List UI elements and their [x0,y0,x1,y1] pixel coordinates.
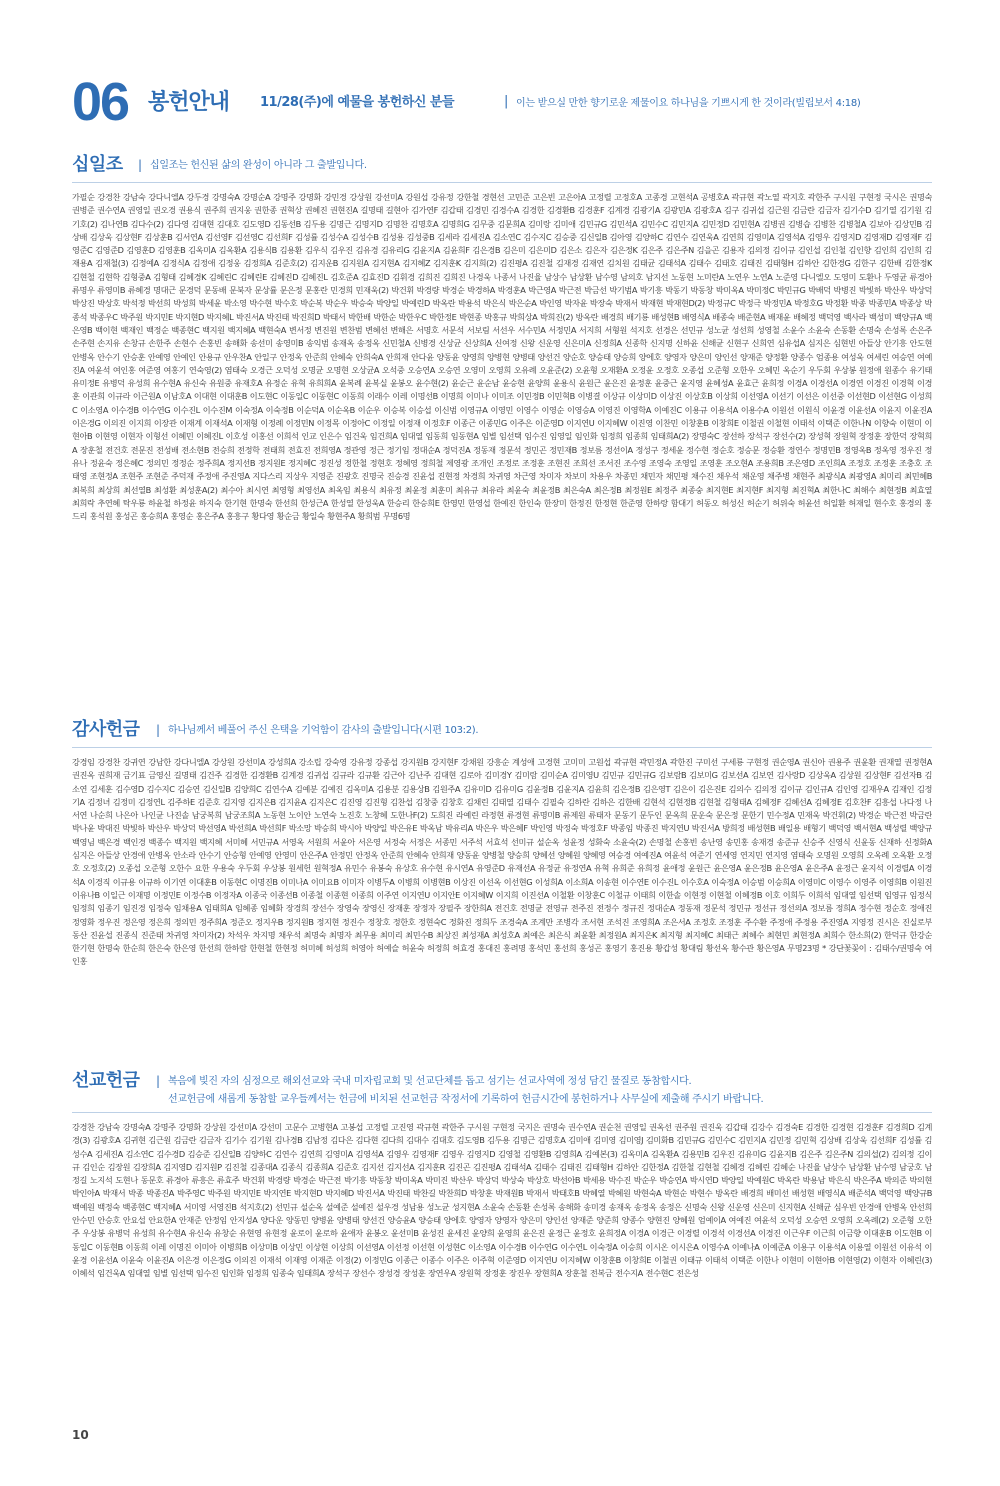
page-number: 10 [72,1428,89,1442]
section-number: 06 [72,72,129,132]
tithe-names: 가필순 강경찬 강남숙 강다니엘A 강두경 강명숙A 강명순A 강명주 강명화 강민경 강상원 강선미A 강원섭 강유정 강한철 경현선 고민준 고은빈 고은아A 고정렬 고정호A 고종경 고현석A 공병호A 곽규현 곽노열 곽지호 곽한주 구시원 구현정 국시은 권명숙 권병준 권수연A 권영일 권오경 권용식 권주희 권지웅 권한종 권혁상 권혜진 권현진A 길명태 길현아 김가연F 김갑태 김경민 김경수A 김경한 김경환B 김경훈F 김계경 김광기A 김광민A 김광호A 김구 김귀섭 김근원 김금란 김금자 김기수D 김기열 김기원 김기호(2) 김나연B 김다수(2) 김다영 김대현 김대호 김도영D 김동선B 김두용 김명근 김명지D 김명찬 김명호A 김명희G 김무중 김문희A 김미랑 김미애 김민규G 김민석A 김민수C 김민지A 김민정D 김민현A 김병권 김병습 김병찬 김병철A 김보아 김상민B 김상배 김상욱 김상현F 김상훈B 김서연A 김선영F 김선영C 김선희F 김성률 김성수A 김성수B 김성용 김성중B 김세라 김세진A 김소연C 김수지C 김승중 김신일B 김아영 김양하C 김연수 김연욱A 김연희 김영미A 김영석A 김영우 김영지D 김영재D 김영재F 김영준C 김영준D 김영훈D 김영훈B 김옥미A 김옥환A 김용식B 김용환 김우식 김우진 김유경 김유리G 김윤지A 김윤희F 김은경B 김은미 김은미D 김은소 김은자 김은정K 김은주 김은주N 김을곤 김용자 김의정 김이규 김인섭 김인철 김인향 김인희 김인희 김재용A 김재철(3) 김정예A 김정식A 김정애 김정웅 김정희A 김준호(2) 김지운B 김지원A 김지현A 김지혜Z 김지훈K 김지희(2) 김진평A 김진철 김재경 김재연 김치원 김태균 김태석A 김태수 김태호 김태진 김태형H 김하안 김한경G 김한구 김한배 김한정K 김현철 김현학 김형중A 김형태 김혜경K 김혜린C 김혜린E 김혜진D 김혜진L 김호준A 김효진D 김휘경 김희진 김희진 나경욱 나종서 나진율 남상수 남상환 남수영 남의호 남지선 노동현 노미란A 노연우 노연A 노준영 다니엘오 도영미 도환나 두영균 류경아 류명우 류영미B 류혜경 명대근 문경덕 문동배 문북자 문상률 문은정 문홍란 민경희 민재욱(2) 박건휘 박경량 박경순 박경하A 박경훈A 박근영A 박근전 박금선 박기범A 박기흥 박동기 박동창 박미옥A 박미정C 박민규G 박배덕 박병진 박빛하 박산우 박상덕 박상진 박상호 박석정 박선희 박성희 박세윤 박소영 박수현 박수호 박순복 박순우 박승숙 박양일 박예린D 박옥란 박용석 박은식 박은순A 박인영 박자윤 박장숙 박재서 박재현 박재현D(2) 박정규C 박정극 박정민A 박정호G 박정환 박종 박종민A 박종상 박종석 박종우C 박주원 박지민E 박지현D 박지혜L 박진서A 박진태 박진희D 박태서 박한배 박한순 박한우C 박한정E 박현종 박홍규 박희상A 박희진(2) 방옥란 배경희 배기룡 배성현B 배영식A 배종숙 배준현A 배재윤 배혜정 백덕영 백사라 백성미 백양규A 백은영B 백이현 백재인 백정순 백종현C 백지원 백지혜A 백현숙A 변서정 변진원 변찬범 변혜선 변해은 서명호 서문석 서보림 서선우 서수민A 서정민A 서지희 서형원 석지호 선경은 선민규 성노균 성선희 성영철 소윤수 소윤숙 손동환 손명숙 손성록 손은주 손주현 손지유 손창규 손한주 손현수 손홍빈 송해화 송선미 송영미B 송익범 송재옥 송정옥 신민철A 신병경 신상균 신상희A 신여정 신왕 신운영 신은미A 신정희A 신종학 신지명 신하윤 신해균 신현구 신희연 심유섭A 심지은 심현빈 아들상 안기흥 안도현 안병옥 안수기 안승훈 안예영 안예인 안용규 안우찬A 안일구 안정옥 안준희 안혜숙 안희숙A 안희재 안다윤 양동윤 양영희 양병현 양병태 양선건 양순호 양승태 양승희 양에호 양영자 양은미 양인선 양재준 양정환 양종수 엄종용 여성욱 여세린 여승연 여예진A 여윤석 여인홍 여준영 여홍기 연숙영(2) 염태숙 오경근 오덕성 오명균 오명현 오상균A 오석중 오승연A 오승연 오영미 오영희 오유례 오윤준(2) 오윤형 오재환A 오정윤 오정호 오종섭 오준형 오한우 오혜민 옥순기 우두회 우상봉 원정애 원종수 유기태 유미정E 유병덕 유성희 유수현A 유신숙 유원중 유재호A 유정순 유혁 유희희A 윤복례 윤복실 윤봉오 윤수현(2) 윤순근 윤순남 윤승현 윤양희 윤용식 윤원근 윤은진 윤정훈 윤중근 윤지영 윤혜성A 윤효근 윤희정 이경A 이경선A 이경연 이경진 이경혁 이경훈 이관희 이규라 이근원A 이남호A 이대현 이대훈B 이도현C 이동일C 이동현C 이동희 이래수 이레 이명선B 이명희 이미나 이미조 이민정B 이민혁B 이병결 이상규 이상미D 이상진 이상호B 이상희 이선영A 이선기 이선은 이선중 이선현D 이선현G 이성희C 이소영A 이수경B 이수연G 이수진L 이수진M 이숙정A 이숙정B 이순덕A 이순옥B 이순우 이승복 이승섭 이신범 이영규A 이영민 이영수 이영순 이영승A 이영진 이영학A 이예진C 이용규 이용석A 이용수A 이원선 이원식 이윤경 이윤선A 이윤지 이윤진A 이은경G 이의진 이지희 이장관 이재계 이재석A 이재형 이정례 이정민N 이정목 이정아C 이정일 이정재 이정호F 이종근 이종민G 이주은 이준영D 이지연U 이지혜W 이진영 이찬민 이창훈B 이창희E 이철권 이철현 이태석 이택준 이한나N 이향숙 이현미 이현아B 이현영 이현자 이형선 이혜민 이혜진L 이호성 이홍선 이희석 인교 인은수 임건욱 임건희A 임대열 임동희 임동현A 임별 임선택 임수진 임영일 임인화 임정희 임종희 임태희A(2) 장명숙C 장선하 장석구 장선수(2) 장성혁 장원혁 장정훈 장한덕 장혁희A 장훈철 전건호 전문진 전성배 전소현B 전승희 전정학 전태희 전효진 전희영A 정관영 정근 정기임 정대순A 정덕진A 정동재 정문석 정민곤 정민재B 정보름 정선이A 정성구 정세윤 정수현 정순호 정승문 정승환 정연수 정명민B 정영옥B 정옥영 정우진 정유나 정윤숙 정은혜C 정의민 정정순 정주희A 정지선B 정지원E 정지혜C 정진성 정한철 정현호 정혜영 정희철 제영광 조개인 조정로 조정훈 조현진 조희선 조서진 조수영 조영숙 조영일 조영훈 조오현A 조용희B 조은영D 조인희A 조정호 조정훈 조충호 조태영 조현정A 조현주 조현준 주덕재 주정애 주진영A 지다스리 지상우 지영준 진광호 진명국 진승경 진윤섭 진현정 차경희 차귀영 차근영 차미자 차보미 차용우 차종민 채민자 채민평 채수진 채우석 채운영 채주병 채현주 최광식A 최광영A 최미리 최민혜B 최복희 최상희 최선열B 최성환 최성훈A(2) 최수아 최시연 최영형 최영선A 최옥임 최용식 최유정 최윤정 최훈미 최유규 최유라 최윤숙 최윤정B 최은숙A 최은정B 최정원E 최정주 최종숭 최지현E 최지현F 최지형 최진혁A 최한나C 최해수 최현정B 최효열 최희락 추연혜 탁우룡 하윤철 하정윤 하지숙 한기현 한명숙 한선희 한성근A 한성열 한성욱A 한승리 한승희E 한영민 한영섭 한예진 한인숙 한장미 한정진 한정현 한준영 한하랑 함대기 허동오 허성신 허순기 허위숙 허윤선 허일환 허재일 현수호 홍경의 홍드리 홍석원 홍성곤 홍승희A 홍영순 홍은주A 홍흥구 황다영 황순금 황일숙 황현주A 황희범 무명6명 [72,192,932,522]
tithe-section [72,152,932,711]
mission-separator: | [156,1074,161,1088]
section-header [72,74,952,130]
tithe-heading [72,152,932,182]
header-separator: | [504,94,509,109]
tithe-title: 십일조 [72,154,123,175]
thanks-heading [72,717,932,747]
header-verse: 이는 받으실 만한 향기로운 제물이요 하나님을 기쁘시게 한 것이라(빌립보서 4:18) [516,98,861,109]
thanks-title: 감사헌금 [72,719,140,740]
section-title: 봉헌안내 [148,90,230,115]
thanks-separator: | [156,723,161,737]
mission-title: 선교헌금 [72,1070,140,1091]
mission-divider [72,1112,932,1113]
tithe-description: 십일조는 헌신된 삶의 완성이 아니라 그 출발입니다. [150,160,367,171]
thanks-names: 강경임 강경찬 강귀연 강남한 강다니엘A 강상원 강선미A 강성희A 강소립 강숙영 강유정 강종섭 강지원B 강지현F 강채원 강흥순 계성애 고경현 고미미 고원섭 곽규현 곽민정A 곽한진 구미선 구세룡 구현정 권순영A 권신아 권용주 권윤환 권재열 권정현A 권진옥 권희재 금기표 금영신 길명태 김건주 김경한 김경환B 김계경 김귀섭 김규라 김규환 김근아 김난주 김대현 김로아 김미경Y 김미람 김미순A 김미영U 김민규 김민규G 김보람B 김보미G 김보선A 김보연 김사랑D 김상욱A 김상원 김상현F 김선자B 김소연 김세훈 김수영D 김수지C 김승연 김신일B 김양희C 김연수A 김예분 김예진 김옥미A 김용분 김용상B 김원주A 김유미D 김유미G 김윤정B 김윤지A 김윤희 김은정B 김은영T 김은이 김은진E 김의수 김의정 김이규 김인규A 김인영 김재우A 김재인 김정기A 김정녀 김정미 김정연L 김주하E 김준호 김지영 김지은B 김지윤A 김지은C 김진영 김진형 김찬섭 김창중 김창호 김채린 김태열 김태수 김필숙 김하란 김하은 김한배 김현석 김현정B 김현철 김형태A 김혜정F 김혜선A 김혜정E 김호찬F 김흥섭 나다정 나서연 나순희 나은아 나인균 나진솔 남궁복희 남궁조희A 노동현 노이안 노연숙 노진호 노창혜 도한나F(2) 도희진 라예린 라정현 류경현 류명미B 류제원 류태자 문동기 문두인 문옥희 문운숙 문은정 문한기 민수정A 민재욱 박건휘(2) 박경순 박근전 박금란 박나윤 박대진 박빛하 박산우 박상덕 박선영A 박선희A 박선희F 박소망 박승희 박시아 박양일 박은유E 박옥남 박유리A 박은우 박은혜F 박인영 박정숙 박정호F 박종임 박종진 박지연U 박진서A 방희정 배성현B 배일용 배형기 백덕영 백서현A 백성렬 백양규 백영님 백은경 백인경 백종수 백지원 백지혜 서미혜 서민규A 서영옥 서원희 서윤아 서은영 서정숙 서정은 서종민 서주석 서효석 선미규 설순옥 성윤정 성화숙 소윤숙(2) 손명철 손홍빈 송난영 송민홍 송재경 송준규 신승주 신영식 신윤동 신재하 신정화A 심지은 아들상 안경애 안병옥 안소라 안수기 안승형 안예영 안영미 안은주A 안정민 안정옥 안준희 안혜숙 안희재 양동윤 양병철 양승희 양혜선 양혜원 양혜영 여승경 여예진A 여윤석 여준기 연세영 연지민 연지영 염태숙 오명원 오영희 오옥례 오옥환 오정호 오정호(2) 오종섭 오준형 오한수 요한 우용숙 우두회 우상봉 원세헌 원혁정A 유민수 유봉숙 유상호 유수현 유시연A 유영준D 유재선A 유정균 유정연A 유혁 유희준 유희정 윤애정 윤원근 윤은영A 윤은정B 윤은영A 윤은주A 윤정근 윤지석 이경렬A 이경석A 이경직 이규용 이규하 이기연 이대훈B 이동현C 이명진B 이미나A 이미요B 이미자 이병두A 이병희 이병현B 이상진 이선옥 이선현G 이성희A 이소희A 이송현 이수연E 이수진L 이수호A 이숙정A 이승범 이승희A 이영미C 이영수 이영주 이영희B 이원진 이유나B 이일근 이재명 이정민E 이정수B 이정자A 이종국 이종선B 이종철 이종현 이종희 이주연 이지연U 이지안E 이지혜W 이지희 이진선A 이철환 이창훈C 이철규 이태희 이한솔 이현정 이현철 이혜정B 이호 이희두 이희석 임대열 임선택 임영규 임정식 임정희 임종기 임진경 임정숙 임채용A 임태희A 임혜종 임혜화 장경희 장선수 장영숙 장영신 장재훈 장정자 장필주 장한희A 전건호 전명균 전영규 전주진 전정수 정규진 정대순A 정동재 정문석 정민규 정선규 정선의A 정보름 정희A 정수현 정순호 정애진 정영화 정우진 정은영 정은희 정의민 정주희A 정준오 정지우B 정지원B 정지현 정진수 정창호 정한호 정현숙C 정화진 정희두 조경숙A 조계만 조병각 조서현 조석진 조영희A 조은서A 조정호 조정훈 주수환 주정애 주정용 주진영A 지영정 진시은 진실로부동산 진윤섭 진종식 진준태 차귀영 차미자(2) 차석우 차지명 채우석 최명숙 최명자 최무용 최미리 최민수B 최상진 최성재A 최성호A 최예은 최은식 최윤환 최정원A 최지은K 최지형 최지혜C 최태근 최혜수 최현민 최현정A 최희수 한소희(2) 한덕규 한강순 한기현 한명숙 한순희 한은숙 한은영 한선희 한하람 한현철 한현정 허미혜 허성희 허영아 허예슬 허윤숙 허정희 허효경 홍대진 홍려명 홍석민 홍선희 홍성곤 홍영기 홍진용 황갑성 황대림 황선옥 황수관 황은영A 무명23명 * 강단꽃꽂이 : 김태수/권명숙 여인홍 [72,757,932,967]
tithe-separator: | [138,158,143,172]
mission-heading [72,1068,932,1112]
thanks-description: 하나님께서 베풀어 주신 은택을 기억함이 감사의 출발입니다(시편 103:2). [168,725,479,736]
tithe-divider [72,182,932,183]
mission-description: 복음에 빚진 자의 심정으로 해외선교와 국내 미자립교회 및 선교단체를 돕고 섬기는 선교사역에 정성 담긴 물질로 동참합시다. [168,1076,692,1087]
mission-section [72,1068,932,1421]
thanks-divider [72,747,932,748]
mission-names: 강경찬 강남숙 강명숙A 강명주 강명화 강상원 강선미A 강선미 고문수 고병현A 고봉섭 고정렬 고진영 곽규현 곽한주 구시원 구현정 국지은 권명숙 권수연A 권순천 권영일 권옥선 권주원 권진욱 김갑태 김강수 김경숙E 김경한 김경현 김경훈F 김경희D 김계경(3) 김광호A 김귀현 김근원 김금란 김금자 김기수 김기원 김나경B 김남정 김다은 김다현 김다희 김대수 김대호 김도영B 김두용 김명근 김명호A 김미애 김미영 김미영J 김미화B 김민규G 김민수C 김민지A 김민정 김민혁 김상배 김상욱 김선희F 김성률 김성수A 김세진A 김소연C 김수경D 김승준 김신일B 김양하C 김연수 김연희 김영미A 김영석A 김영우 김영재F 김영우 김영지D 김영철 김영환B 김영희A 김예본(3) 김옥미A 김옥환A 김용민B 김우진 김유미G 김윤지B 김은주 김은주N 김의섭(2) 김의정 김이규 김인순 김장원 김장희A 김지영D 김지원P 김진철 김종대A 김종식 김종희A 김준호 김지선 김지선A 김지훈R 김진곤 김진평A 김태석A 김태수 김태진 김태형H 김하안 김한정A 김한철 김현철 김혜경 김혜린 김혜순 나진율 남상수 남상환 남수영 남궁호 남정길 노지석 도현나 동문호 류경아 류흥은 류효주 박건휘 박경량 박경순 박근전 박기흥 박동창 박미옥A 박미진 박산우 박상덕 박상숙 박상호 박선아B 박세용 박수진 박순우 박승연A 박시연D 박양일 박예원C 박옥란 박용남 박은식 박은주A 박의준 박의현 박인아A 박재서 박종 박종진A 박주영C 박주원 박지민E 박지연E 박지현D 박지혜D 박진서A 박진태 박찬길 박찬희D 박창훈 박재원B 박재서 박태호B 박혜열 박혜원 박현숙A 박현순 박현수 방옥란 배경희 배미선 배성현 배영식A 배준석A 백덕영 백양규B 백예원 백정숙 백종현C 백지혜A 서미영 서영진B 석지호(2) 선민규 설순옥 설예준 설예진 설우경 성남용 성노균 성지현A 소윤숙 손동환 손성록 송해화 송미경 송재옥 송정옥 송정은 신명숙 신왕 신운영 신은미 신지현A 신해균 심우빈 안경애 안병옥 안선희 안수민 안승호 안요섭 안요한A 안재준 안정임 안지성A 양다운 양동민 양병윤 양병태 양선건 양승윤A 양승태 양에호 양영자 양영자 양은미 양인선 양재준 양준희 양종수 양현진 양혜원 엄예이A 여예진 여윤석 오덕성 오승연 오영희 오옥례(2) 오준형 오한주 우상봉 유병덕 유성희 유수현A 유신숙 유창순 유현영 유현정 윤로이 윤로하 윤애자 윤봉오 윤선미B 윤성진 윤세진 윤양희 윤영희 윤은진 윤정근 윤정호 윤희정A 이경A 이경근 이경렬 이경석 이경선A 이경진 이근우F 이근희 이금향 이대훈B 이도현B 이동일C 이동현B 이동희 이레 이명진 이미아 이병희B 이상미B 이상민 이상현 이상희 이선영A 이선정 이선현 이성현C 이소영A 이수경B 이수연G 이수연L 이숙정A 이승희 이시온 이시은A 이영수A 이예나A 이예준A 이용구 이용석A 이용열 이원선 이유석 이윤경 이윤선A 이윤숙 이윤진A 이은경 이은정G 이의진 이재석 이재영 이재준 이정(2) 이정민G 이종근 이종수 이주은 이주혁 이준영D 이지연U 이지혜W 이창훈B 이창희E 이철권 이태규 이태석 이택준 이한나 이현미 이현아B 이현영(2) 이현자 이혜린(3) 이혜석 임건욱A 임대열 임별 임선택 임수진 임인화 임정희 임종숙 임태희A 장석구 장선수 장성경 장성훈 장연우A 장원혁 장정훈 장진우 장현희A 장훈철 전복금 전수지A 전수현C 전은성 [72,1122,932,1279]
thanks-section [72,717,932,1061]
section-subtitle: 11/28(주)에 예물을 봉헌하신 분들 [260,95,455,110]
mission-description-2: 선교헌금에 새롭게 동참할 교우들께서는 헌금에 비치된 선교헌금 작정서에 기록하여 헌금시간에 봉헌하거나 사무실에 제출해 주시기 바랍니다. [168,1094,764,1105]
